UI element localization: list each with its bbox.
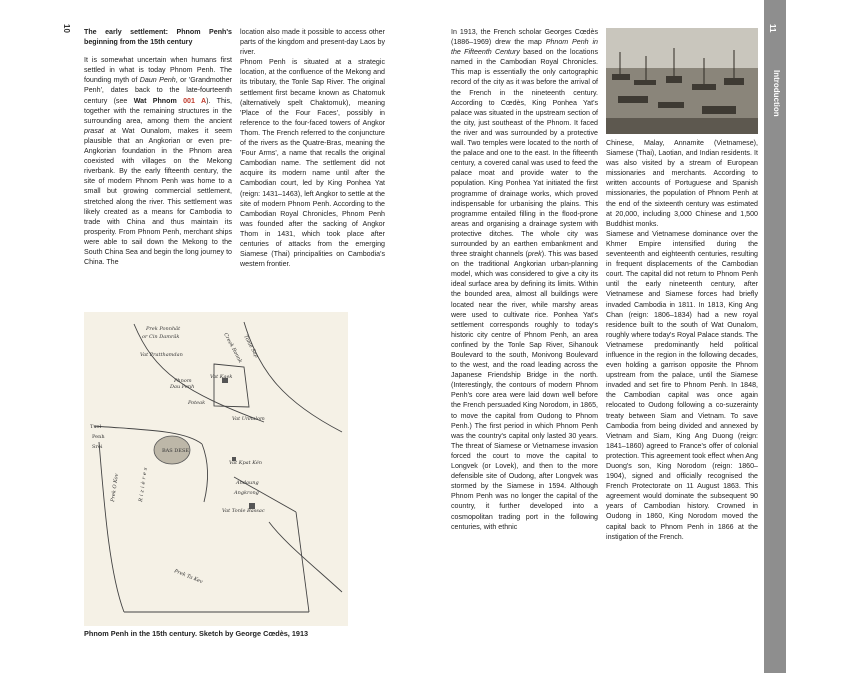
text: , or 'Grandmother Penh', dates back to the late-fourteenth century (see xyxy=(84,76,233,105)
text: ). This, together with the remaining structures in the surrounding area, among them the ancient xyxy=(84,96,232,125)
map-label: or Cin Damrâk xyxy=(142,334,180,340)
map-label: Vat Pratthamdan xyxy=(140,352,183,358)
map-label: Tonle Sap xyxy=(242,334,260,359)
map-label: Vat Kaek xyxy=(210,374,233,380)
paragraph xyxy=(451,27,598,532)
map-reference-link[interactable]: 001 A xyxy=(176,96,207,105)
paragraph: location also made it possible to access other parts of the kingdom and present-day Laos by river. xyxy=(240,28,385,57)
map-label: Rizières xyxy=(138,465,150,503)
map-label: BAS DESE xyxy=(162,448,190,454)
text: It is somewhat uncertain when humans first settled in what is today Phnom Penh. The founding myth of xyxy=(84,56,232,85)
map-label: Srei xyxy=(92,444,103,450)
paragraph: Chinese, Malay, Annamite (Vietnamese), Siamese (Thai), Laotian, and Indian residents. It was also visited by a stream of European missionaries and merchants. According to written accounts of Portuguese and Spanish missionaries, the population of Phnom Penh at the end of the sixteenth century was estimated at 20,000, including 3,000 Chinese and 1,500 Buddhist monks. xyxy=(606,139,758,228)
text-italic: Daun Penh xyxy=(139,76,176,85)
column-1 xyxy=(84,27,232,267)
map-label: Andaung xyxy=(236,480,259,486)
paragraph: Siamese and Vietnamese dominance over the Khmer Empire intensified during the seventeenth and eighteenth centuries, resulting in frequent displacements of the Cambodian court. The capital did not return to Phnom Penh until the early nineteenth century, after Vietnamese and Siamese forces had briefly invaded Cambodia in 1811. In 1813, King Ang Chan (reign: 1806–1834) had a new royal residence built to the south of Wat Ounalom, roughly where today's Royal Palace stands. The Vietnamese predominantly held political influence in the region in the following decades, even holding a garrison opposite the Phnom upstream from the palace, until the Siamese invaded and set fire to Phnom Penh. In 1848, the Cambodian capital was once again relocated to Oudong following a co-suzerainty treaty between Siam and Vietnam. To save Cambodia from being divided and annexed by Vietnam and Siam, King Ang Duong (reign: 1841–1860) agreed to France's offer of colonial protection. This agreement took effect when Ang Duong's son, King Norodom (reign: 1860–1904), signed and officially recognised the French Protectorate on 11 August 1863. This agreement would dominate the subsequent 90 years of Cambodian history. Crowned in Oudong in 1860, King Norodom moved the capital back to Phnom Penh in 1866 at the instigation of the French. xyxy=(606,229,758,541)
map-label: Creek Ronnk xyxy=(222,332,244,365)
text-italic: Phnom Penh in the Fifteenth Century xyxy=(451,38,599,57)
map-label: Angkrong xyxy=(234,490,259,496)
column-2 xyxy=(240,27,385,269)
figure-caption: Phnom Penh in the 15th century. Sketch by George Cœdès, 1913 xyxy=(84,629,309,638)
map-label: Dau Penh xyxy=(170,384,195,390)
map-label: Poteak xyxy=(188,400,206,406)
page-number-left: 10 xyxy=(62,24,71,33)
map-label: Vat Tonle Bassac xyxy=(222,508,265,514)
text: ). This was based on the traditional Angkorian urban-planning model, which was considered to give a city its ideal surface area by defining its limits. Within the bounded area, almost all buildings were located near the river, while marshy areas were used to cultivate rice. Ponhea Yat's settlement corresponds roughly to today's historic city centre of Phnom Penh, an area confined by the Tonle Sap River, Sihanouk Boulevard to the south, Monivong Boulevard to the west, and the road leading across the Japanese Friendship Bridge in the north. (Interestingly, the contours of modern Phnom Penh's core area were laid down well before the French persuaded King Norodom, in 1865, to move the capital from Oudong to Phnom Penh.) The first period in which Phnom Penh was the country's capital only lasted 30 years. The threat of Siamese or Vietnamese invasion forced the court to move the capital to Longvek (or Lovek), and then to the more defensible site of Oudong, after Longvek was stormed by the Siamese in 1594. Although Phnom Penh was no longer the capital of the country, it further developed into a cosmopolitan trading port in the following centuries, with ethnic xyxy=(451,250,599,531)
column-3 xyxy=(451,27,598,532)
section-tab-label: Introduction xyxy=(772,70,781,117)
text: based on the locations named in the Cambodian Royal Chronicles. This map is essentially the only cartographic record of the city as it was before the arrival of the French in the nineteenth century. According to Cœdès, King Ponhea Yat's palace was situated in the upstream section of the city, just southeast of the Phnom. It faced the river and was surrounded by a protective wall. Two temples were located to the north of the palace and one to the east. In the fifteenth century, a covered canal was used to feed the palace moat and provide water to the population. King Ponhea Yat initiated the first programme of drainage works, which proved indispensable for urbanising the plains. This programme entailed filling in the flood-prone areas and organising a drainage system with protective ditches. The whole city was surrounded by an earthen embankment and three straight channels ( xyxy=(451,48,598,259)
paragraph: Phnom Penh is situated at a strategic location, at the confluence of the Mekong and its tributary, the Tonle Sap River. The original settlement first became known as Chatomuk (alternatively spelt Chaktomuk), meaning 'Place of the Four Faces', possibly in reference to the four-faced towers of Angkor Thom. The French referred to the conjuncture of the rivers as the Quatre-Bras, meaning the 'Four Arms', a name that recalls the original Cambodian name. The settlement did not acquire its modern name until after the Cambodian court, led by King Ponhea Yat (reign: 1431–1463), left Angkor to settle at the site of modern Phnom Penh. According to the Cambodian Royal Chronicles, Phnom Penh was founded after the sacking of Angkor Thom in 1431, which took place after centuries of attacks from the emerging Siamese (Thai) principalities on Cambodia's western frontier. xyxy=(240,58,385,269)
page-number-right: 11 xyxy=(768,24,777,33)
map-label: Phnom xyxy=(174,378,192,384)
map-label: Tuol xyxy=(90,424,102,430)
map-label: Prek Ta Kev xyxy=(173,568,204,586)
column-4 xyxy=(606,138,758,542)
map-label: Vat Unnalom xyxy=(232,416,265,422)
map-label: Prek Ponnhât xyxy=(146,326,181,332)
historic-photo xyxy=(606,28,758,134)
paragraph xyxy=(84,55,232,267)
text: at Wat Ounalom, makes it seem plausible that an Angkorian or even pre-Angkorian foundation in the Phnom area coexisted with villages on the Mekong riverbank. By the early fifteenth century, the site of modern Phnom Penh was home to a small but growing commercial settlement, stretched along the river. This settlement was likely created as a means for Cambodia to trade with China and thus maintain its prosperity. From Phnom Penh, merchant ships were able to sail down the Mekong to the South China Sea and begin the long journey to China. The xyxy=(84,126,232,267)
text: In 1913, the French scholar Georges Cœdès (1886–1969) drew the map xyxy=(451,28,598,47)
section-heading: The early settlement: Phnom Penh's beginning from the 15th century xyxy=(84,28,232,47)
sketch-map xyxy=(84,312,348,626)
text-italic: prasat xyxy=(84,126,104,135)
map-label: Prek O Kov xyxy=(110,473,120,503)
text-bold: Wat Phnom xyxy=(133,96,177,105)
text-italic: prek xyxy=(527,250,542,259)
map-label: Vat Kpat Kén xyxy=(229,460,263,466)
map-label: Penh xyxy=(92,434,105,440)
